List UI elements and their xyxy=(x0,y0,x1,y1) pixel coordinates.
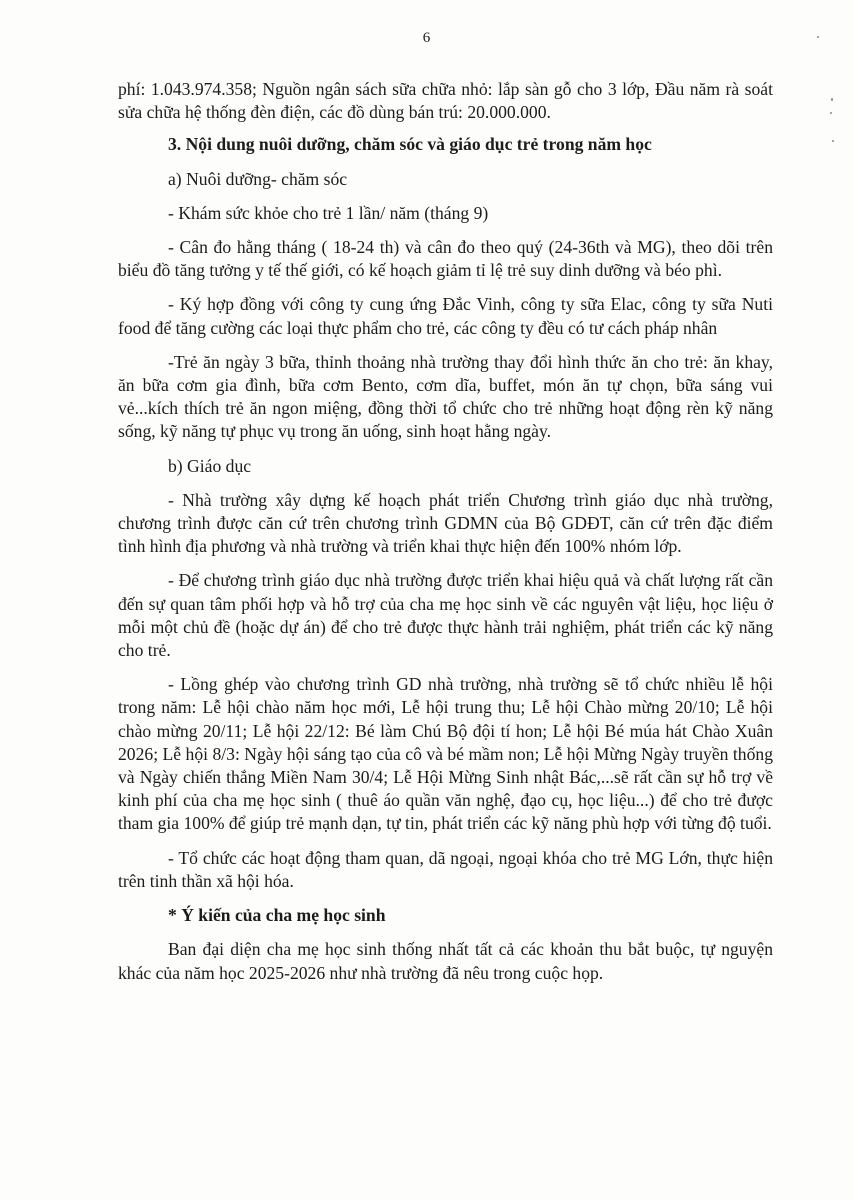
paragraph-meals: -Trẻ ăn ngày 3 bữa, thỉnh thoảng nhà trường thay đổi hình thức ăn cho trẻ: ăn khay, ăn bữa cơm gia đình, bữa cơm Bento, cơm dĩa, buffet, món ăn tự chọn, bữa sáng vui vẻ...kích thích trẻ ăn ngon miệng, đồng thời tổ chức cho trẻ những hoạt động rèn kỹ năng sống, kỹ năng tự phục vụ trong ăn uống, sinh hoạt hằng ngày. xyxy=(118,351,773,442)
scan-speck xyxy=(832,140,834,142)
subheading-a: a) Nuôi dưỡng- chăm sóc xyxy=(168,168,348,189)
page-number: 6 xyxy=(422,30,431,46)
paragraph-festivals: - Lồng ghép vào chương trình GD nhà trường, nhà trường sẽ tổ chức nhiều lễ hội trong năm: Lễ hội chào năm học mới, Lễ hội trung thu; Lễ hội Chào mừng 20/10; Lễ hội chào mừng 20/11; Lễ hội 22/12: Bé làm Chú Bộ đội tí hon; Lễ hội Bé múa hát Chào Xuân 2026; Lễ hội 8/3: Ngày hội sáng tạo của cô và bé mầm non; Lễ hội Mừng Ngày truyền thống và Ngày chiến thắng Miền Nam 30/4; Lễ Hội Mừng Sinh nhật Bác,...sẽ rất cần sự hỗ trợ về kinh phí của cha mẹ học sinh ( thuê áo quần văn nghệ, đạo cụ, học liệu...) để cho trẻ được tham gia 100% để giúp trẻ mạnh dạn, tự tin, phát triển các kỹ năng phù hợp với từng độ tuổi. xyxy=(118,674,773,834)
paragraph-parent-support: - Để chương trình giáo dục nhà trường được triển khai hiệu quả và chất lượng rất cần đến sự quan tâm phối hợp và hỗ trợ của cha mẹ học sinh về các nguyên vật liệu, học liệu ở mỗi một chủ đề (hoặc dự án) để cho trẻ được thực hành trải nghiệm, phát triển các kỹ năng cho trẻ. xyxy=(118,570,773,661)
paragraph-field-trips: - Tổ chức các hoạt động tham quan, dã ngoại, ngoại khóa cho trẻ MG Lớn, thực hiện trên tinh thần xã hội hóa. xyxy=(118,847,773,891)
scan-speck xyxy=(831,98,833,101)
paragraph-health-check: - Khám sức khỏe cho trẻ 1 lần/ năm (tháng 9) xyxy=(168,202,489,223)
paragraph-budget-continuation: phí: 1.043.974.358; Nguồn ngân sách sữa chữa nhỏ: lắp sàn gỗ cho 3 lớp, Đầu năm rà soát sửa chữa hệ thống đèn điện, các đồ dùng bán trú: 20.000.000. xyxy=(118,79,773,123)
paragraph-parents-opinion: Ban đại diện cha mẹ học sinh thống nhất tất cả các khoản thu bắt buộc, tự nguyện khác của năm học 2025-2026 như nhà trường đã nêu trong cuộc họp. xyxy=(118,939,773,983)
scan-speck xyxy=(817,36,819,38)
section-heading-3: 3. Nội dung nuôi dưỡng, chăm sóc và giáo dục trẻ trong năm học xyxy=(168,134,652,155)
parents-opinion-heading: * Ý kiến của cha mẹ học sinh xyxy=(168,905,386,926)
subheading-b: b) Giáo dục xyxy=(168,455,252,476)
scan-speck xyxy=(830,112,832,114)
document-body xyxy=(118,78,773,985)
paragraph-contracts: - Ký hợp đồng với công ty cung ứng Đắc Vinh, công ty sữa Elac, công ty sữa Nuti food để tăng cường các loại thực phẩm cho trẻ, các công ty đều có tư cách pháp nhân xyxy=(118,294,773,338)
paragraph-weighing: - Cân đo hằng tháng ( 18-24 th) và cân đo theo quý (24-36th và MG), theo dõi trên biểu đồ tăng tưởng y tế thế giới, có kế hoạch giảm tỉ lệ trẻ suy dinh dưỡng và béo phì. xyxy=(118,237,773,281)
paragraph-curriculum: - Nhà trường xây dựng kế hoạch phát triển Chương trình giáo dục nhà trường, chương trình được căn cứ trên chương trình GDMN của Bộ GDĐT, căn cứ trên đặc điểm tình hình địa phương và nhà trường và triển khai thực hiện đến 100% nhóm lớp. xyxy=(118,489,773,557)
